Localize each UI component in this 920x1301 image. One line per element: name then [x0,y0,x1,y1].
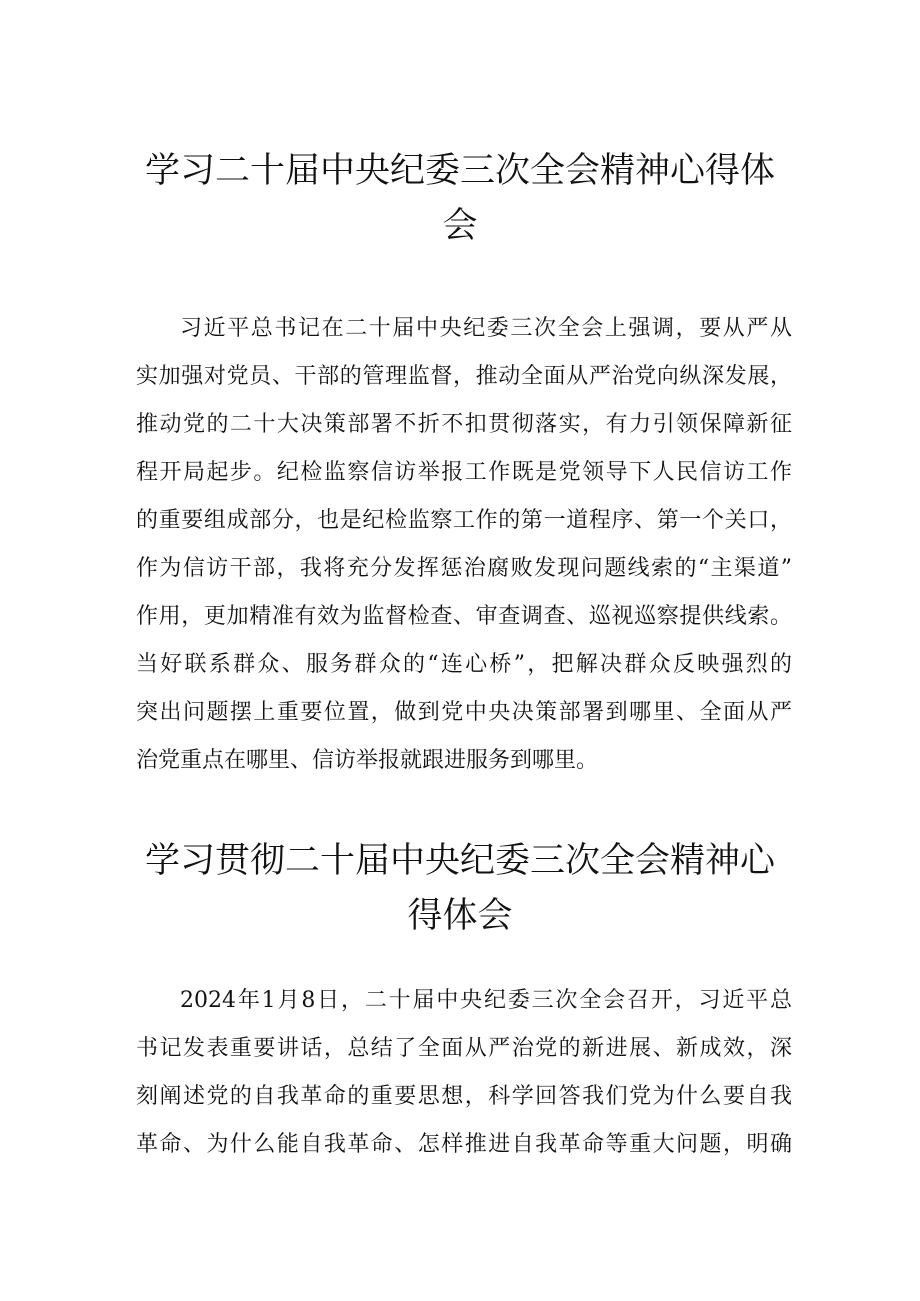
article-1-body-line: 作用，更加精准有效为监督检查、审查调查、巡视巡察提供线索。 [136,604,792,629]
article-1-body-line: 治党重点在哪里、信访举报就跟进服务到哪里。 [136,748,599,773]
article-1-body-line: 突出问题摆上重要位置，做到党中央决策部署到哪里、全面从严 [136,700,792,725]
article-2-title [110,834,810,944]
article-1-body-line: 当好联系群众、服务群众的“连心桥”，把解决群众反映强烈的 [136,652,792,677]
article-1-body-line: 实加强对党员、干部的管理监督，推动全面从严治党向纵深发展， [136,364,792,389]
article-1-title-line: 学习二十届中央纪委三次全会精神心得体 [144,151,775,191]
article-1-body-line: 的重要组成部分，也是纪检监察工作的第一道程序、第一个关口， [136,508,792,533]
article-1-body [136,305,792,785]
article-1-body-line: 推动党的二十大决策部署不折不扣贯彻落实，有力引领保障新征 [136,412,792,437]
article-1-body-line: 作为信访干部，我将充分发挥惩治腐败发现问题线索的“主渠道” [136,556,792,581]
article-1-body-line: 程开局起步。纪检监察信访举报工作既是党领导下人民信访工作 [136,460,792,485]
article-1-title-line: 会 [442,206,478,246]
article-1-body-line: 习近平总书记在二十届中央纪委三次全会上强调，要从严从 [180,316,792,341]
article-2-title-line: 学习贯彻二十届中央纪委三次全会精神心 [144,841,775,881]
article-2-body-line: 2024年1月8日，二十届中央纪委三次全会召开，习近平总 [180,988,792,1013]
article-1-title [110,144,810,254]
article-2-body-line: 书记发表重要讲话，总结了全面从严治党的新进展、新成效，深 [136,1036,792,1061]
article-2-title-line: 得体会 [407,896,513,936]
article-2-body-line: 革命、为什么能自我革命、怎样推进自我革命等重大问题，明确 [136,1132,792,1157]
article-2-body [136,977,792,1169]
article-2-body-line: 刻阐述党的自我革命的重要思想，科学回答我们党为什么要自我 [136,1084,792,1109]
